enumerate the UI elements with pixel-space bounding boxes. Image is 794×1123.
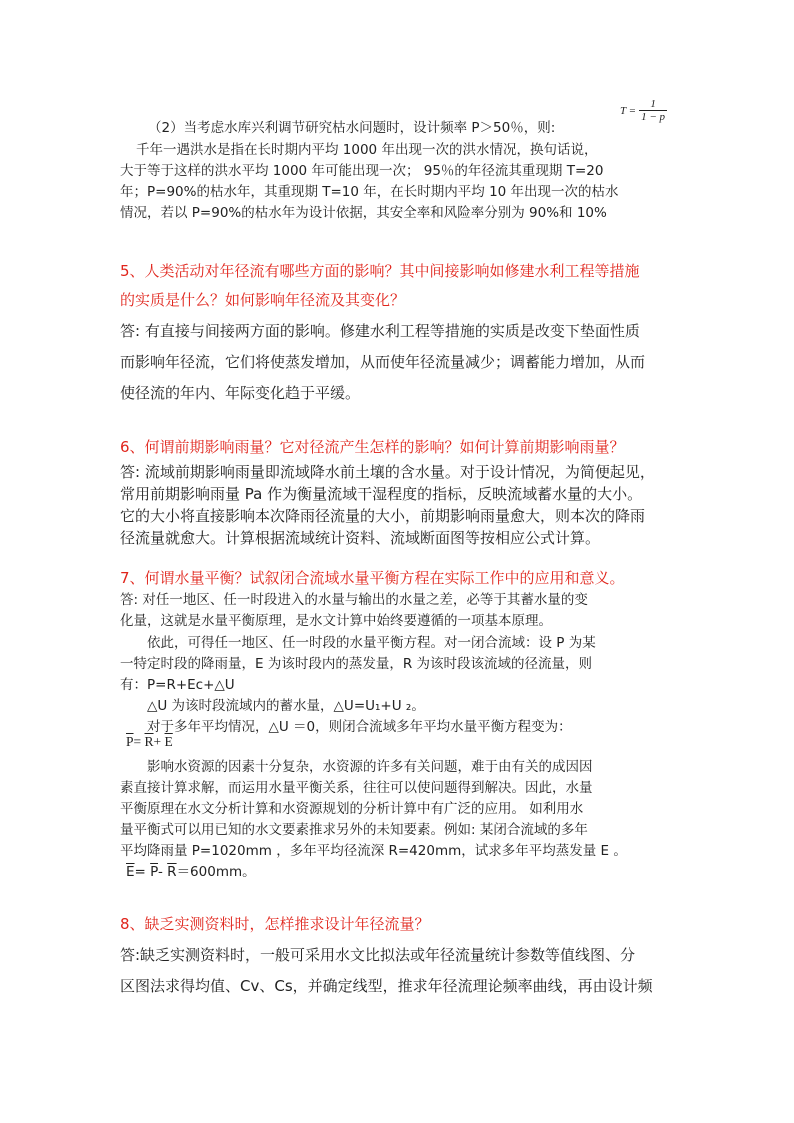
- q7-title: 7、何谓水量平衡？试叙闭合流域水量平衡方程在实际工作中的应用和意义。: [120, 569, 625, 587]
- q6-answer-line-2: 常用前期影响雨量 Pa 作为衡量流域干湿程度的指标，反映流域蓄水量的大小。: [120, 485, 643, 503]
- q7-answer-line-1: 答: 对任一地区、任一时段进入的水量与输出的水量之差，必等于其蓄水量的变: [120, 592, 588, 608]
- q7-answer-line-7: 对于多年平均情况，△U ＝0，则闭合流域多年平均水量平衡方程变为：: [147, 719, 572, 735]
- return-period-formula: [620, 98, 667, 123]
- q7-answer-line-3: 依此，可得任一地区、任一时段的水量平衡方程。对一闭合流域：设 P 为某: [147, 635, 596, 651]
- calc-equals: =: [134, 864, 151, 880]
- q6-answer-line-1: 答: 流域前期影响雨量即流域降水前土壤的含水量。对于设计情况，为简便起见，: [120, 463, 655, 481]
- evaporation-calculation: [126, 860, 256, 880]
- calc-minus: -: [158, 864, 168, 880]
- prev-line-1: （2）当考虑水库兴利调节研究枯水问题时，设计频率 P＞50％，则:: [148, 120, 556, 136]
- formula-denominator: 1 − p: [641, 111, 666, 123]
- q7-answer-line-2: 化量，这就是水量平衡原理，是水文计算中始终要遵循的一项基本原理。: [120, 613, 552, 629]
- q8-answer-line-2: 区图法求得均值、Cv、Cs，并确定线型，推求年径流理论频率曲线，再由设计频: [120, 977, 653, 995]
- calc-evaporation: $\overline{E}$: [126, 864, 135, 880]
- q6-answer-line-4: 径流量就愈大。计算根据流域统计资料、流域断面图等按相应公式计算。: [120, 529, 601, 547]
- eq-mean-evaporation: $\overline{E}$: [164, 734, 173, 749]
- prev-line-2: 千年一遇洪水是指在长时期内平均 1000 年出现一次的洪水情况，换句话说，: [136, 142, 598, 158]
- q7-answer-line-8: 影响水资源的因素十分复杂，水资源的许多有关问题，难于由有关的成因因: [147, 759, 593, 775]
- eq-equals: =: [133, 734, 145, 749]
- formula-lhs: T =: [620, 104, 637, 117]
- eq-plus: +: [153, 734, 165, 749]
- q5-title-line-2: 的实质是什么？如何影响年径流及其变化？: [120, 291, 406, 309]
- prev-line-3: 大于等于这样的洪水平均 1000 年可能出现一次； 95％的年径流其重现期 T=20: [120, 163, 604, 179]
- q7-answer-line-11: 量平衡式可以用已知的水文要素推求另外的未知要素。例如: 某闭合流域的多年: [120, 822, 588, 838]
- q5-answer-line-2: 而影响年径流，它们将使蒸发增加，从而使年径流量减少；调蓄能力增加，从而: [120, 353, 646, 371]
- q7-answer-line-5: 有：P=R+Ec+△U: [120, 677, 235, 693]
- prev-line-5: 情况，若以 P=90%的枯水年为设计依据，其安全率和风险率分别为 90%和 10%: [120, 205, 607, 221]
- calc-runoff: $\overline{R}$: [167, 864, 177, 880]
- prev-line-4: 年；P=90%的枯水年，其重现期 T=10 年，在长时期内平均 10 年出现一次的枯水: [120, 184, 619, 200]
- formula-numerator: 1: [639, 98, 667, 111]
- water-balance-equation: [126, 734, 173, 750]
- q7-answer-line-9: 素直接计算求解，而运用水量平衡关系，往往可以使问题得到解决。因此，水量: [120, 780, 593, 796]
- q6-answer-line-3: 它的大小将直接影响本次降雨径流量的大小，前期影响雨量愈大，则本次的降雨: [120, 507, 646, 525]
- q7-answer-line-6: △U 为该时段流域内的蓄水量，△U=U₁+U ₂。: [147, 698, 425, 714]
- calc-precipitation: $\overline{P}$: [150, 864, 158, 880]
- q7-answer-line-12: 平均降雨量 P=1020mm ，多年平均径流深 R=420mm，试求多年平均蒸发量 E 。: [120, 843, 627, 859]
- q8-answer-line-1: 答:缺乏实测资料时，一般可采用水文比拟法或年径流量统计参数等值线图、分: [120, 946, 636, 964]
- q7-answer-line-4: 一特定时段的降雨量，E 为该时段内的蒸发量，R 为该时段该流域的径流量，则: [120, 656, 592, 672]
- q5-answer-line-3: 使径流的年内、年际变化趋于平缓。: [120, 384, 361, 402]
- q7-answer-line-10: 平衡原理在水文分析计算和水资源规划的分析计算中有广泛的应用。 如利用水: [120, 801, 584, 817]
- q5-answer-line-1: 答: 有直接与间接两方面的影响。修建水利工程等措施的实质是改变下垫面性质: [120, 322, 640, 340]
- eq-mean-runoff: $\overline{R}$: [144, 734, 154, 749]
- q6-title: 6、何谓前期影响雨量？它对径流产生怎样的影响？如何计算前期影响雨量？: [120, 438, 625, 456]
- q5-title-line-1: 5、人类活动对年径流有哪些方面的影响？其中间接影响如修建水利工程等措施: [120, 262, 640, 280]
- calc-result: ＝600mm。: [176, 864, 256, 880]
- eq-mean-precipitation: $\overline{P}$: [126, 734, 134, 749]
- q8-title: 8、缺乏实测资料时，怎样推求设计年径流量？: [120, 915, 430, 933]
